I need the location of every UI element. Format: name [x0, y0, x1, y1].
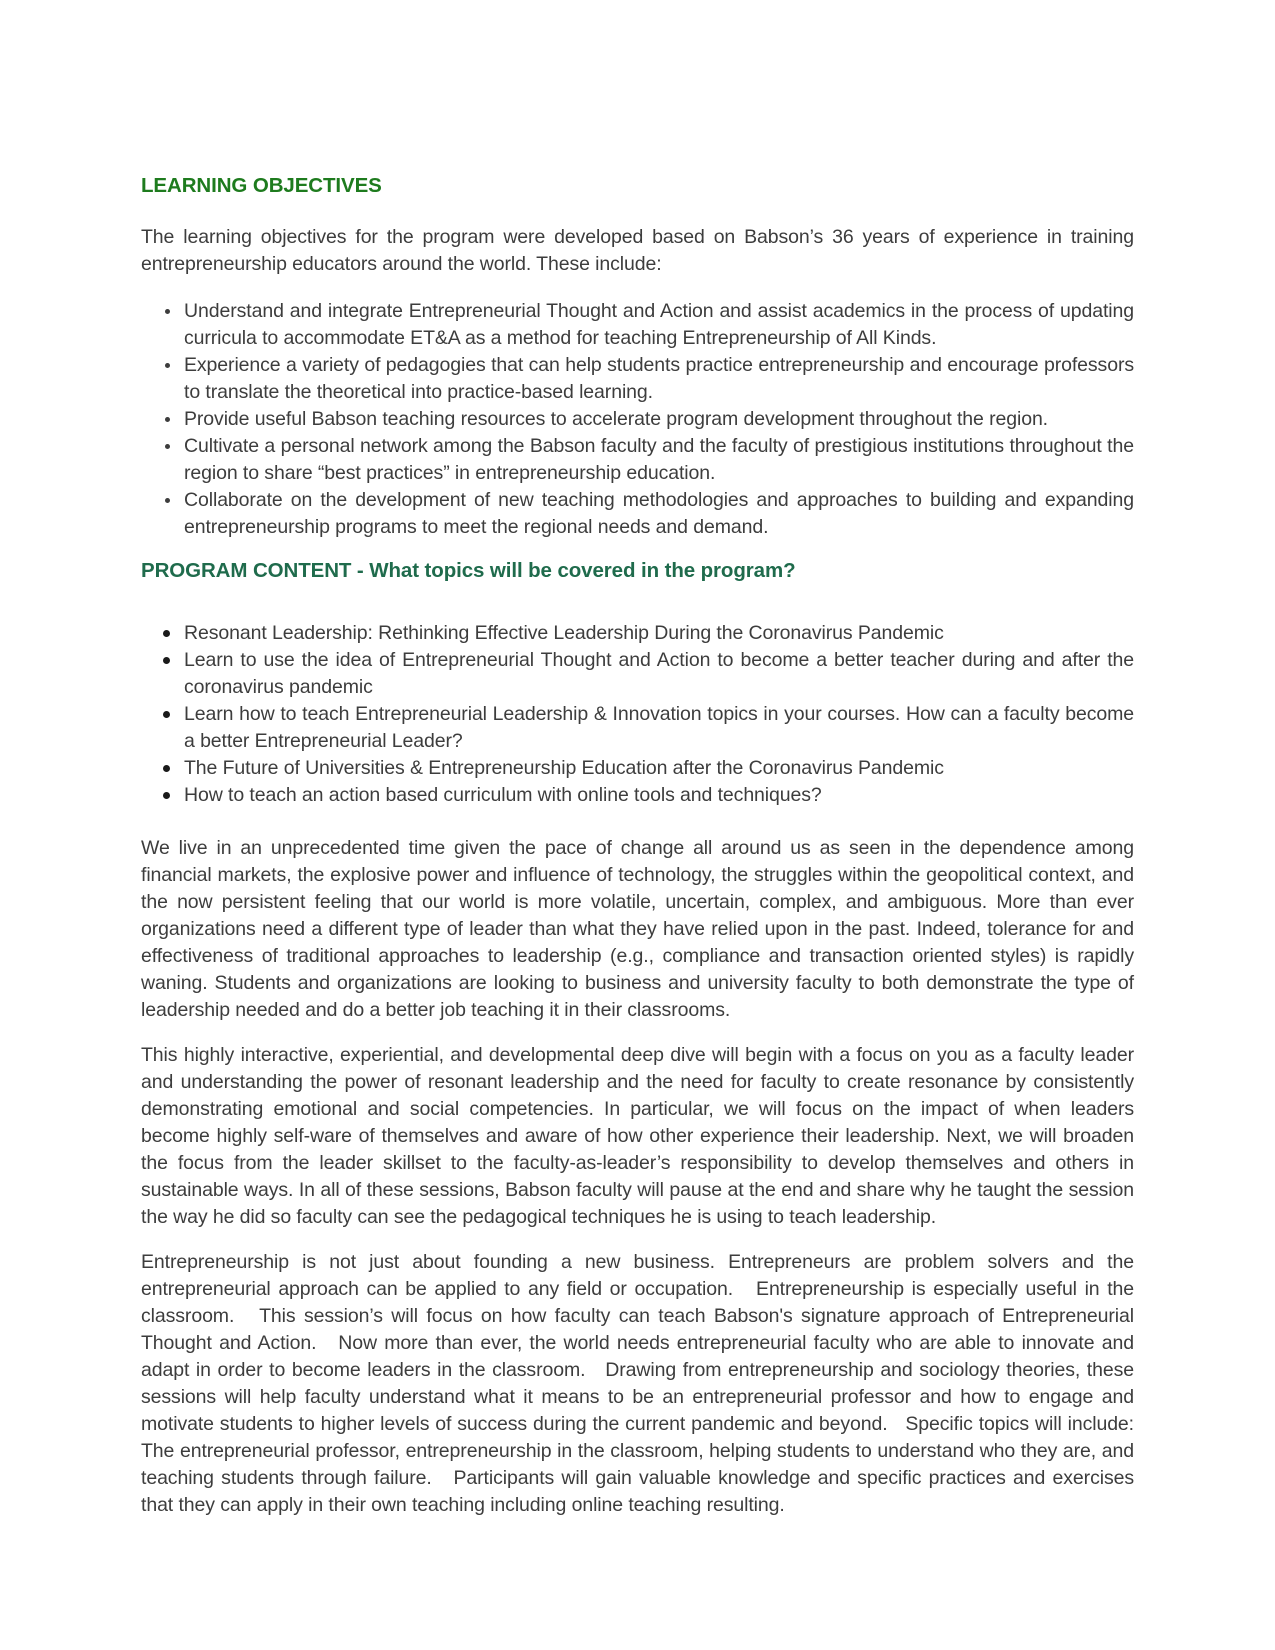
list-item: Experience a variety of pedagogies that can help students practice entrepreneurship and encourage professors to translate the theoretical into practice-based learning. — [141, 352, 1134, 406]
list-item: Cultivate a personal network among the Babson faculty and the faculty of prestigious institutions throughout the region to share “best practices” in entrepreneurship education. — [141, 433, 1134, 487]
learning-objectives-heading: LEARNING OBJECTIVES — [141, 174, 382, 197]
list-item: Understand and integrate Entrepreneurial Thought and Action and assist academics in the process of updating curricula to accommodate ET&A as a method for teaching Entrepreneurship of All Kinds. — [141, 298, 1134, 352]
list-item: The Future of Universities & Entrepreneurship Education after the Coronavirus Pandemic — [141, 755, 1134, 782]
list-item: Provide useful Babson teaching resources to accelerate program development throughout the region. — [141, 406, 1134, 433]
learning-objectives-list — [141, 298, 1134, 541]
learning-objectives-intro-paragraph: The learning objectives for the program were developed based on Babson’s 36 years of experience in training entrepreneurship educators around the world. These include: — [141, 226, 1140, 275]
program-content-list — [141, 620, 1134, 809]
list-item: Collaborate on the development of new teaching methodologies and approaches to building and expanding entrepreneurship programs to meet the regional needs and demand. — [141, 487, 1134, 541]
list-item: Learn how to teach Entrepreneurial Leadership & Innovation topics in your courses. How can a faculty become a better Entrepreneurial Leader? — [141, 701, 1134, 755]
body-paragraph-leadership-context: We live in an unprecedented time given the pace of change all around us as seen in the dependence among financial markets, the explosive power and influence of technology, the struggles within the geopolitical context, and the now persistent feeling that our world is more volatile, uncertain, complex, and ambiguous. More than ever organizations need a different type of leader than what they have relied upon in the past. Indeed, tolerance for and effectiveness of traditional approaches to leadership (e.g., compliance and transaction oriented styles) is rapidly waning. Students and organizations are looking to business and university faculty to both demonstrate the type of leadership needed and do a better job teaching it in their classrooms. — [141, 837, 1140, 1021]
body-paragraph-entrepreneurship: Entrepreneurship is not just about founding a new business. Entrepreneurs are problem solvers and the entrepreneurial approach can be applied to any field or occupation. Entrepreneurship is especially useful in the classroom. This session’s will focus on how faculty can teach Babson's signature approach of Entrepreneurial Thought and Action. Now more than ever, the world needs entrepreneurial faculty who are able to innovate and adapt in order to become leaders in the classroom. Drawing from entrepreneurship and sociology theories, these sessions will help faculty understand what it means to be an entrepreneurial professor and how to engage and motivate students to higher levels of success during the current pandemic and beyond. Specific topics will include: The entrepreneurial professor, entrepreneurship in the classroom, helping students to understand who they are, and teaching students through failure. Participants will gain valuable knowledge and specific practices and exercises that they can apply in their own teaching including online teaching resulting. — [141, 1251, 1140, 1516]
list-item: Learn to use the idea of Entrepreneurial Thought and Action to become a better teacher during and after the coronavirus pandemic — [141, 647, 1134, 701]
program-content-heading: PROGRAM CONTENT - What topics will be covered in the program? — [141, 559, 796, 582]
body-paragraph-deep-dive: This highly interactive, experiential, and developmental deep dive will begin with a focus on you as a faculty leader and understanding the power of resonant leadership and the need for faculty to create resonance by consistently demonstrating emotional and social competencies. In particular, we will focus on the impact of when leaders become highly self-ware of themselves and aware of how other experience their leadership. Next, we will broaden the focus from the leader skillset to the faculty-as-leader’s responsibility to develop themselves and others in sustainable ways. In all of these sessions, Babson faculty will pause at the end and share why he taught the session the way he did so faculty can see the pedagogical techniques he is using to teach leadership. — [141, 1044, 1140, 1228]
list-item: How to teach an action based curriculum with online tools and techniques? — [141, 782, 1134, 809]
list-item: Resonant Leadership: Rethinking Effective Leadership During the Coronavirus Pandemic — [141, 620, 1134, 647]
